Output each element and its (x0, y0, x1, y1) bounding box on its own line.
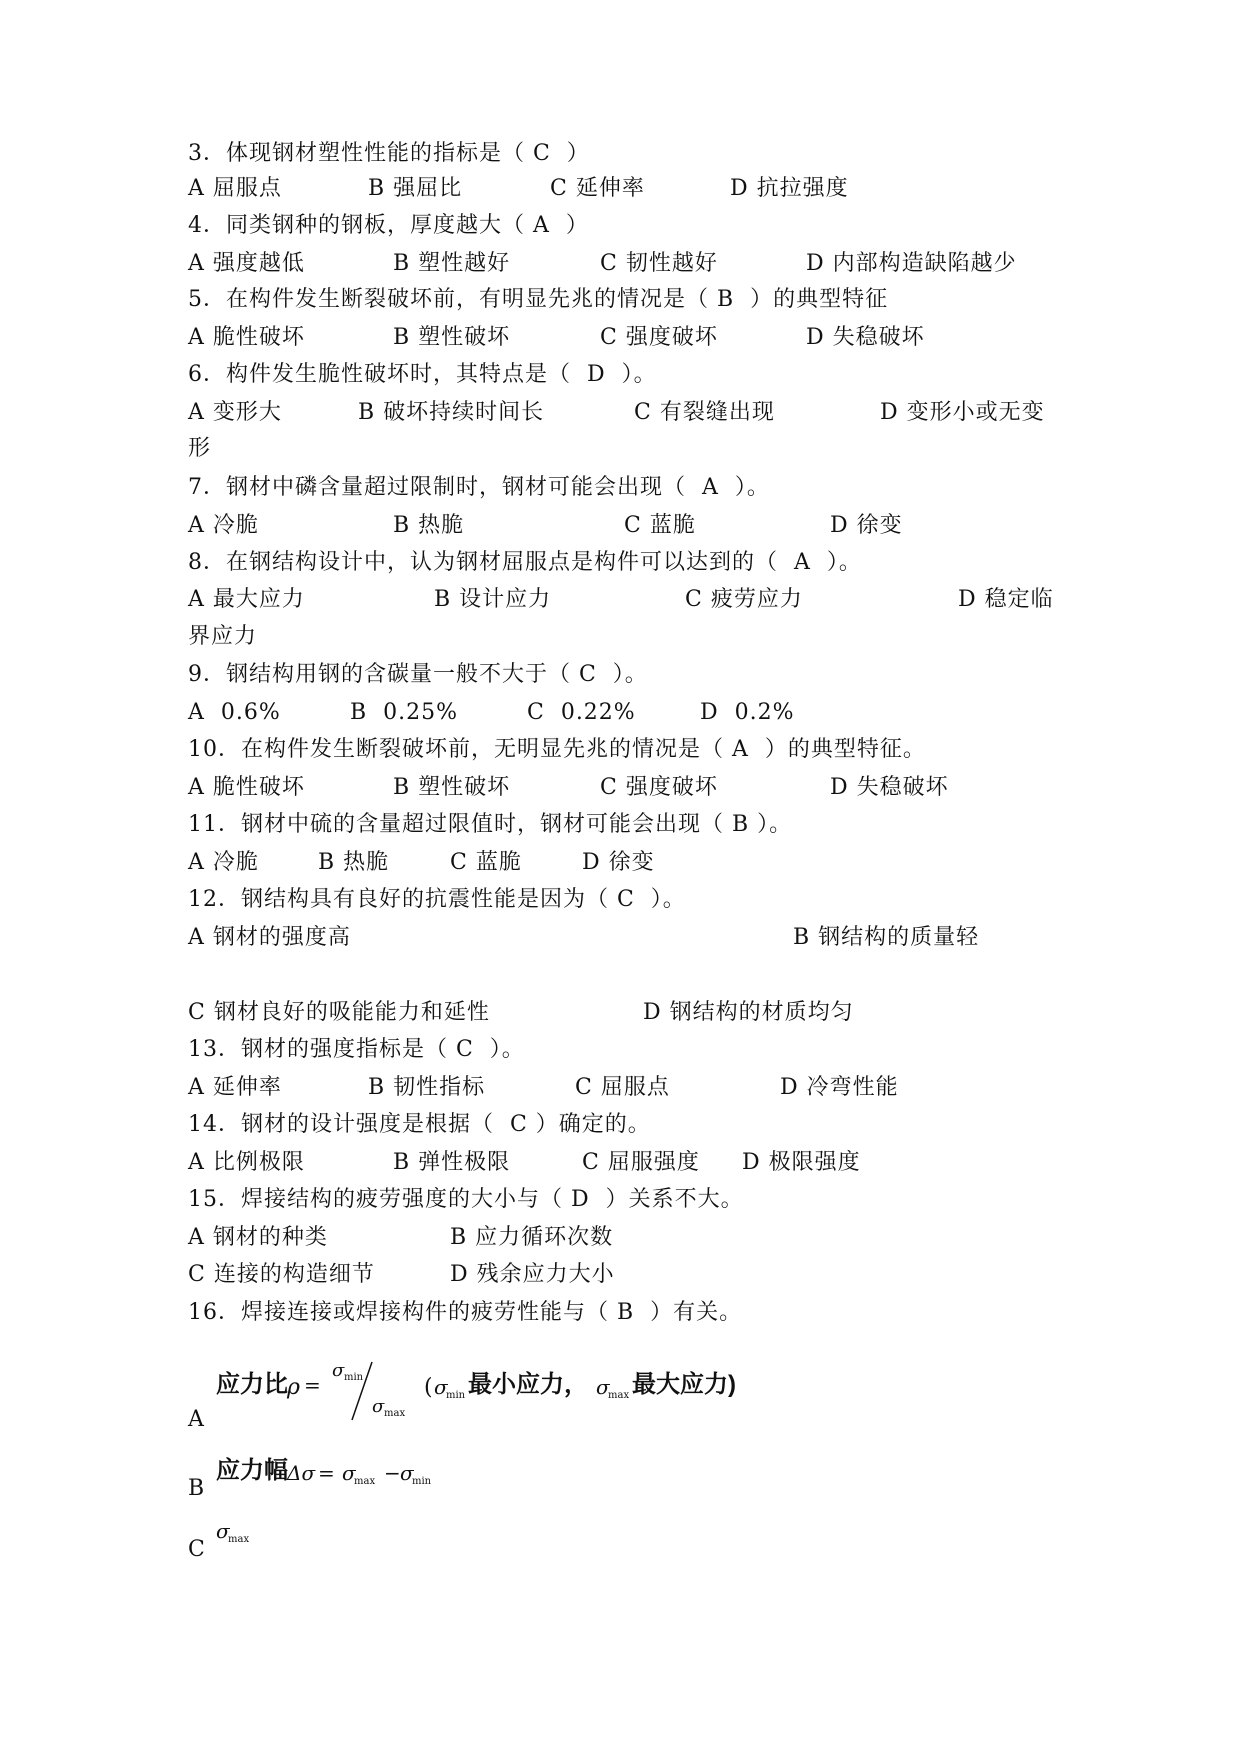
option: B 强屈比 (368, 176, 463, 201)
option: D 徐变 (830, 513, 903, 538)
svg-text:=: = (318, 1461, 335, 1485)
option: A 延伸率 (188, 1075, 282, 1100)
option: C 延伸率 (550, 176, 645, 201)
option: A 钢材的强度高 (188, 925, 351, 950)
question-8: 8．在钢结构设计中，认为钢材屈服点是构件可以达到的（ A ）。 (188, 550, 862, 575)
option: C 连接的构造细节 (188, 1262, 375, 1287)
option: B 塑性破坏 (393, 775, 511, 800)
svg-text:min: min (412, 1476, 432, 1487)
option: B 弹性极限 (393, 1150, 511, 1175)
option: C 蓝脆 (450, 850, 522, 875)
option: B 钢结构的质量轻 (793, 925, 980, 950)
option: A 钢材的种类 (188, 1225, 328, 1250)
formula-b (212, 1448, 512, 1498)
option: A 冷脆 (188, 850, 259, 875)
svg-text:σ: σ (372, 1396, 385, 1417)
formula-a-text3: 最大应力) (632, 1371, 736, 1398)
option: C 韧性越好 (600, 251, 718, 276)
option: D 失稳破坏 (806, 325, 925, 350)
question-16: 16．焊接连接或焊接构件的疲劳性能与（ B ）有关。 (188, 1300, 743, 1325)
question-13: 13．钢材的强度指标是（ C ）。 (188, 1037, 525, 1062)
option: C 钢材良好的吸能能力和延性 (188, 1000, 490, 1025)
option: D 钢结构的材质均匀 (643, 1000, 854, 1025)
option: A 强度越低 (188, 251, 305, 276)
svg-text:ρ: ρ (287, 1375, 300, 1400)
option: D 失稳破坏 (830, 775, 949, 800)
option: A 比例极限 (188, 1150, 305, 1175)
option: C 0.22% (527, 700, 636, 725)
option: B 韧性指标 (368, 1075, 486, 1100)
question-10: 10．在构件发生断裂破坏前，无明显先兆的情况是（ A ）的典型特征。 (188, 737, 926, 762)
option: B 设计应力 (434, 587, 552, 612)
formula-c (212, 1512, 292, 1552)
option: C 蓝脆 (624, 513, 696, 538)
formula-a (212, 1354, 772, 1426)
svg-text:min: min (344, 1372, 364, 1383)
svg-text:σ: σ (434, 1375, 448, 1399)
svg-text:σ: σ (342, 1461, 356, 1485)
option: A 0.6% (188, 700, 281, 725)
option: A 屈服点 (188, 176, 282, 201)
svg-text:(: ( (424, 1375, 433, 1400)
option: C 屈服点 (575, 1075, 670, 1100)
question-3: 3．体现钢材塑性性能的指标是（ C ） (188, 141, 590, 166)
svg-text:σ: σ (332, 1360, 345, 1381)
option-wrap: 形 (188, 436, 212, 461)
option: D 极限强度 (742, 1150, 861, 1175)
svg-text:σ: σ (216, 1519, 230, 1543)
option: D 0.2% (700, 700, 795, 725)
option: B 热脆 (393, 513, 465, 538)
option: B 热脆 (318, 850, 390, 875)
option-wrap: 界应力 (188, 624, 258, 649)
stress-range-formula (212, 1448, 512, 1498)
question-6: 6．构件发生脆性破坏时，其特点是（ D ）。 (188, 362, 657, 387)
option: D 抗拉强度 (730, 176, 849, 201)
formula-a-text1: 应力比 (216, 1371, 288, 1398)
formula-b-text1: 应力幅 (216, 1457, 288, 1484)
option: C 屈服强度 (582, 1150, 700, 1175)
question-5: 5．在构件发生断裂破坏前，有明显先兆的情况是（ B ）的典型特征 (188, 287, 889, 312)
svg-text:σ: σ (596, 1375, 610, 1399)
question-15: 15．焊接结构的疲劳强度的大小与（ D ）关系不大。 (188, 1187, 744, 1212)
option: A 变形大 (188, 400, 282, 425)
option: A 最大应力 (188, 587, 305, 612)
question-12: 12．钢结构具有良好的抗震性能是因为（ C ）。 (188, 887, 686, 912)
svg-text:Δσ: Δσ (287, 1461, 316, 1485)
question-4: 4．同类钢种的钢板，厚度越大（ A ） (188, 213, 589, 238)
option: C 有裂缝出现 (634, 400, 775, 425)
option: B 塑性破坏 (393, 325, 511, 350)
question-11: 11．钢材中硫的含量超过限值时，钢材可能会出现（ B ）。 (188, 812, 793, 837)
svg-text:max: max (608, 1390, 630, 1401)
svg-text:min: min (446, 1390, 466, 1401)
formula-b-label: B (188, 1476, 205, 1501)
formula-c-label: C (188, 1537, 205, 1562)
option: B 塑性越好 (393, 251, 511, 276)
max-stress-symbol (212, 1512, 292, 1552)
option: D 徐变 (582, 850, 655, 875)
option: B 破坏持续时间长 (358, 400, 545, 425)
option: A 脆性破坏 (188, 325, 305, 350)
question-14: 14．钢材的设计强度是根据（ C ）确定的。 (188, 1112, 651, 1137)
svg-text:−: − (384, 1461, 401, 1485)
svg-text:max: max (228, 1534, 250, 1545)
option: A 冷脆 (188, 513, 259, 538)
formula-a-text2: 最小应力， (468, 1371, 588, 1398)
option: C 强度破坏 (600, 775, 718, 800)
svg-text:max: max (354, 1476, 376, 1487)
option: D 冷弯性能 (780, 1075, 899, 1100)
question-9: 9．钢结构用钢的含碳量一般不大于（ C ）。 (188, 662, 648, 687)
svg-text:σ: σ (400, 1461, 414, 1485)
option: C 疲劳应力 (685, 587, 803, 612)
option: B 应力循环次数 (450, 1225, 614, 1250)
formula-a-label: A (188, 1407, 204, 1432)
option: D 稳定临 (958, 587, 1054, 612)
option: D 内部构造缺陷越少 (806, 251, 1017, 276)
option: D 残余应力大小 (450, 1262, 615, 1287)
option: C 强度破坏 (600, 325, 718, 350)
question-7: 7．钢材中磷含量超过限制时，钢材可能会出现（ A ）。 (188, 475, 770, 500)
stress-ratio-formula (212, 1354, 772, 1426)
option: B 0.25% (350, 700, 459, 725)
option: A 脆性破坏 (188, 775, 305, 800)
svg-text:max: max (384, 1408, 406, 1419)
option: D 变形小或无变 (880, 400, 1045, 425)
svg-text:=: = (304, 1373, 321, 1397)
